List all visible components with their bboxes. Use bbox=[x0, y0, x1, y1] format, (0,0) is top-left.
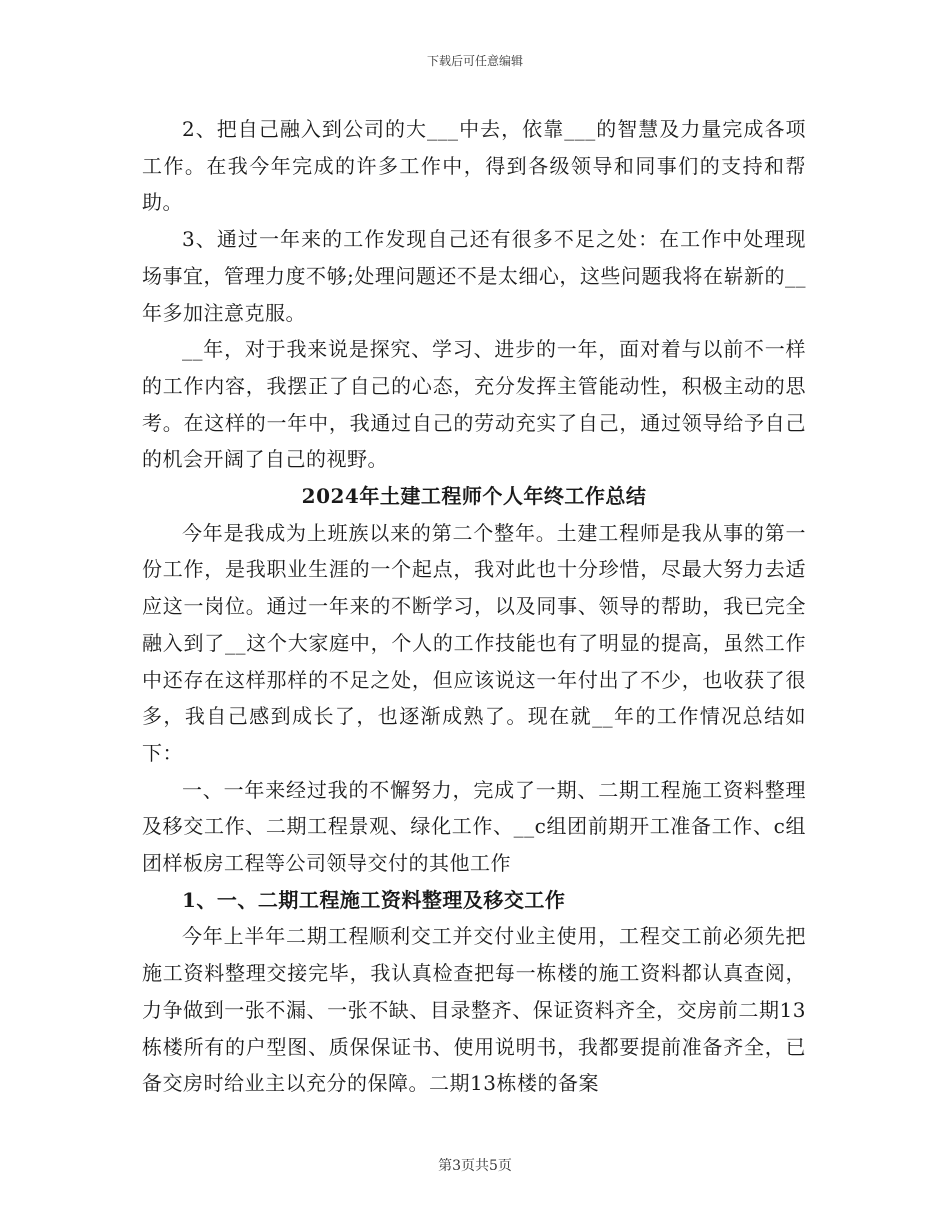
section-title: 2024年土建工程师个人年终工作总结 bbox=[301, 484, 647, 509]
page-number: 第3页共5页 bbox=[438, 1158, 512, 1174]
paragraph-handover: 今年上半年二期工程顺利交工并交付业主使用，工程交工前必须先把施工资料整理交接完毕，我认真检查把每一栋楼的施工资料都认真查阅，力争做到一张不漏、一张不缺、目录整齐、保证资料齐全，交房前二期13栋楼所有的户型图、质保保证书、使用说明书，我都要提前准备齐全，已备交房时给业主以充分的保障。二期13栋楼的备案 bbox=[142, 924, 806, 1096]
page-header-note: 下载后可任意编辑 bbox=[426, 54, 523, 68]
paragraph-item-2: 2、把自己融入到公司的大___中去，依靠___的智慧及力量完成各项工作。在我今年完成的许多工作中，得到各级领导和同事们的支持和帮助。 bbox=[142, 117, 806, 215]
paragraph-work-list: 一、一年来经过我的不懈努力，完成了一期、二期工程施工资料整理及移交工作、二期工程景观、绿化工作、__c组团前期开工准备工作、c组团样板房工程等公司领导交付的其他工作 bbox=[142, 777, 806, 876]
paragraph-intro: 今年是我成为上班族以来的第二个整年。土建工程师是我从事的第一份工作，是我职业生涯的一个起点，我对此也十分珍惜，尽最大努力去适应这一岗位。通过一年来的不断学习，以及同事、领导的帮助，我已完全融入到了__这个大家庭中，个人的工作技能也有了明显的提高，虽然工作中还存在这样那样的不足之处，但应该说这一年付出了不少，也收获了很多，我自己感到成长了，也逐渐成熟了。现在就__年的工作情况总结如下： bbox=[142, 520, 806, 765]
document-body bbox=[142, 111, 806, 1102]
paragraph-year-summary: __年，对于我来说是探究、学习、进步的一年，面对着与以前不一样的工作内容，我摆正了自己的心态，充分发挥主管能动性，积极主动的思考。在这样的一年中，我通过自己的劳动充实了自己，通过领导给予自己的机会开阔了自己的视野。 bbox=[142, 337, 806, 472]
paragraph-item-3: 3、通过一年来的工作发现自己还有很多不足之处：在工作中处理现场事宜，管理力度不够;处理问题还不是太细心，这些问题我将在崭新的__年多加注意克服。 bbox=[142, 227, 806, 325]
sub-heading: 1、一、二期工程施工资料整理及移交工作 bbox=[182, 887, 566, 912]
